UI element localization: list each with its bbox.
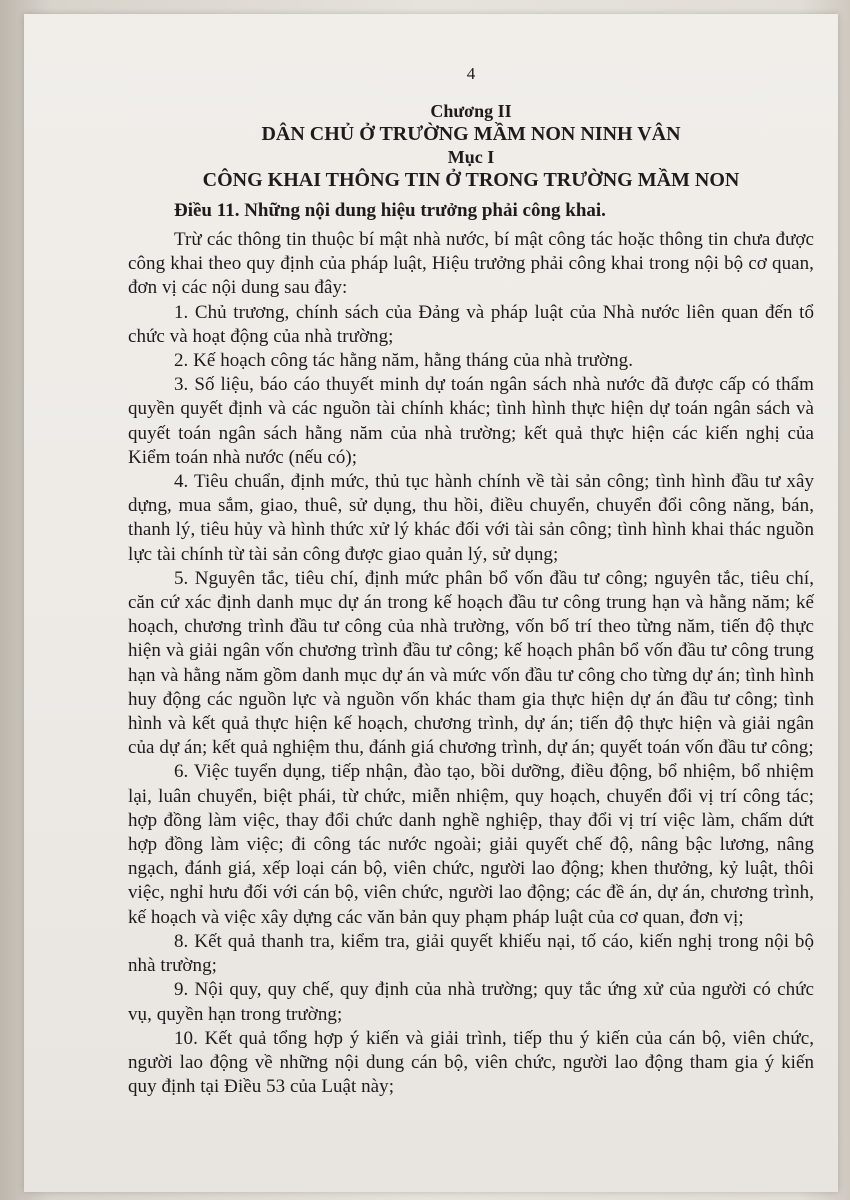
chapter-label: Chương II: [430, 101, 512, 121]
paragraph-item-1: 1. Chủ trương, chính sách của Đảng và pháp luật của Nhà nước liên quan đến tổ chức và hoạt động của nhà trường;: [128, 301, 814, 347]
paragraph-item-5: 5. Nguyên tắc, tiêu chí, định mức phân bổ vốn đầu tư công; nguyên tắc, tiêu chí, căn cứ xác định danh mục dự án trong kế hoạch đầu tư công trung hạn và hằng năm; kế hoạch, chương trình đầu tư công của nhà trường, vốn bố trí theo từng năm, tiến độ thực hiện và giải ngân vốn chương trình đầu tư công; kế hoạch phân bổ vốn đầu tư công trung hạn và hằng năm gồm danh mục dự án và mức vốn đầu tư công cho từng dự án; tình hình huy động các nguồn lực và nguồn vốn khác tham gia thực hiện dự án đầu tư công; tình hình và kết quả thực hiện kế hoạch, chương trình, dự án; tiến độ thực hiện và giải ngân của dự án; kết quả nghiệm thu, đánh giá chương trình, dự án; quyết toán vốn đầu tư công;: [128, 567, 814, 759]
paragraph-item-8: 8. Kết quả thanh tra, kiểm tra, giải quyết khiếu nại, tố cáo, kiến nghị trong nội bộ nhà trường;: [128, 930, 814, 977]
paragraph-intro: Trừ các thông tin thuộc bí mật nhà nước, bí mật công tác hoặc thông tin chưa được công khai theo quy định của pháp luật, Hiệu trưởng phải công khai trong nội bộ cơ quan, đơn vị các nội dung sau đây:: [128, 229, 814, 299]
paragraph-item-2: 2. Kế hoạch công tác hằng năm, hằng tháng của nhà trường.: [174, 350, 633, 372]
paragraph-item-6: 6. Việc tuyển dụng, tiếp nhận, đào tạo, bồi dưỡng, điều động, bổ nhiệm, bổ nhiệm lại, luân chuyển, biệt phái, từ chức, miễn nhiệm, quy hoạch, chuyển đổi vị trí công tác; hợp đồng làm việc, thay đổi chức danh nghề nghiệp, thay đổi vị trí việc làm, chấm dứt hợp đồng làm việc; đi công tác nước ngoài; giải quyết chế độ, nâng bậc lương, nâng ngạch, đánh giá, xếp loại cán bộ, viên chức, người lao động; khen thưởng, kỷ luật, thôi việc, nghỉ hưu đối với cán bộ, viên chức, người lao động; các đề án, dự án, chương trình, kế hoạch và việc xây dựng các văn bản quy phạm pháp luật của cơ quan, đơn vị;: [128, 761, 814, 928]
paragraph-item-10: 10. Kết quả tổng hợp ý kiến và giải trình, tiếp thu ý kiến của cán bộ, viên chức, người lao động về những nội dung cán bộ, viên chức, người lao động tham gia ý kiến quy định tại Điều 53 của Luật này;: [128, 1027, 814, 1098]
page-content: [128, 64, 814, 1099]
page-number: 4: [466, 64, 476, 83]
paragraph-item-9: 9. Nội quy, quy chế, quy định của nhà trường; quy tắc ứng xử của người có chức vụ, quyền hạn trong trường;: [128, 979, 814, 1025]
chapter-title: DÂN CHỦ Ở TRƯỜNG MẦM NON NINH VÂN: [261, 123, 681, 145]
section-title: CÔNG KHAI THÔNG TIN Ở TRONG TRƯỜNG MẦM NON: [202, 169, 740, 191]
article-title: Điều 11. Những nội dung hiệu trưởng phải công khai.: [174, 200, 606, 221]
paragraph-item-4: 4. Tiêu chuẩn, định mức, thủ tục hành chính về tài sản công; tình hình đầu tư xây dựng, mua sắm, giao, thuê, sử dụng, thu hồi, điều chuyển, chuyển đổi công năng, bán, thanh lý, tiêu hủy và hình thức xử lý khác đối với tài sản công; tình hình khai thác nguồn lực tài chính từ tài sản công được giao quản lý, sử dụng;: [128, 471, 814, 565]
document-page: [24, 14, 838, 1192]
section-label: Mục I: [447, 147, 495, 167]
paragraph-item-3: 3. Số liệu, báo cáo thuyết minh dự toán ngân sách nhà nước đã được cấp có thẩm quyền quyết định và các nguồn tài chính khác; tình hình thực hiện dự toán ngân sách và quyết toán ngân sách hằng năm của nhà trường; kết quả thực hiện các kiến nghị của Kiểm toán nhà nước (nếu có);: [128, 374, 814, 468]
